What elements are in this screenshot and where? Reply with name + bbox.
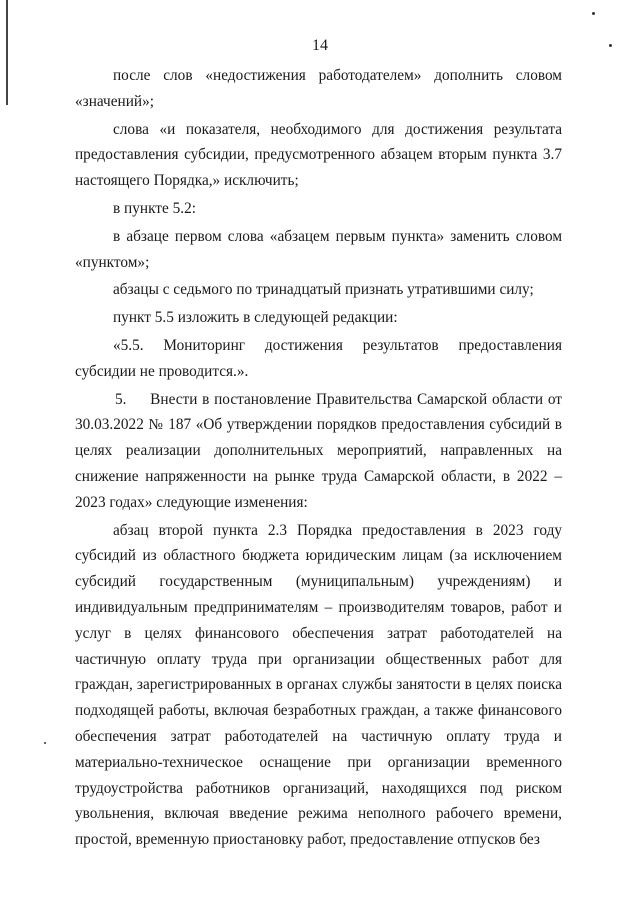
paragraph: в пункте 5.2: <box>113 199 196 217</box>
scan-speck <box>592 12 595 15</box>
paragraph: абзац второй пункта 2.3 Порядка предоставления в 2023 году субсидий из областного бюджета юридическим лицам (за исключением субсидий государственным (муниципальным) учреждениям) и индивидуальным предпринимателям – производителям товаров, работ и услуг в целях финансового обеспечения затрат работодателей на частичную оплату труда при организации общественных работ для граждан, зарегистрированных в органах службы занятости в целях поиска подходящей работы, включая безработных граждан, а также финансового обеспечения затрат работодателей на частичную оплату труда и материально-техническое оснащение при организации временного трудоустройства работников организаций, находящихся под риском увольнения, включая введение режима неполного рабочего времени, простой, временную приостановку работ, предоставление отпусков без <box>75 521 562 849</box>
paragraph: пункт 5.5 изложить в следующей редакции: <box>113 309 398 327</box>
paragraph: в абзаце первом слова «абзацем первым пункта» заменить словом «пунктом»; <box>75 227 562 271</box>
paragraph: после слов «недостижения работодателем» дополнить словом «значений»; <box>75 67 562 110</box>
paragraph: «5.5. Мониторинг достижения результатов предоставления субсидии не проводится.». <box>75 336 562 380</box>
document-body <box>75 63 562 853</box>
page-number: 14 <box>312 37 328 54</box>
scan-speck <box>44 742 46 744</box>
paragraph: 5. Внести в постановление Правительства Самарской области от 30.03.2022 № 187 «Об утверждении порядков предоставления субсидий в целях реализации дополнительных мероприятий, направленных на снижение напряженности на рынке труда Самарской области, в 2022 – 2023 годах» следующие изменения: <box>75 390 562 511</box>
paragraph: слова «и показателя, необходимого для достижения результата предоставления субсидии, предусмотренного абзацем вторым пункта 3.7 настоящего Порядка,» исключить; <box>75 120 562 190</box>
paragraph: абзацы с седьмого по тринадцатый признать утратившими силу; <box>113 281 534 299</box>
